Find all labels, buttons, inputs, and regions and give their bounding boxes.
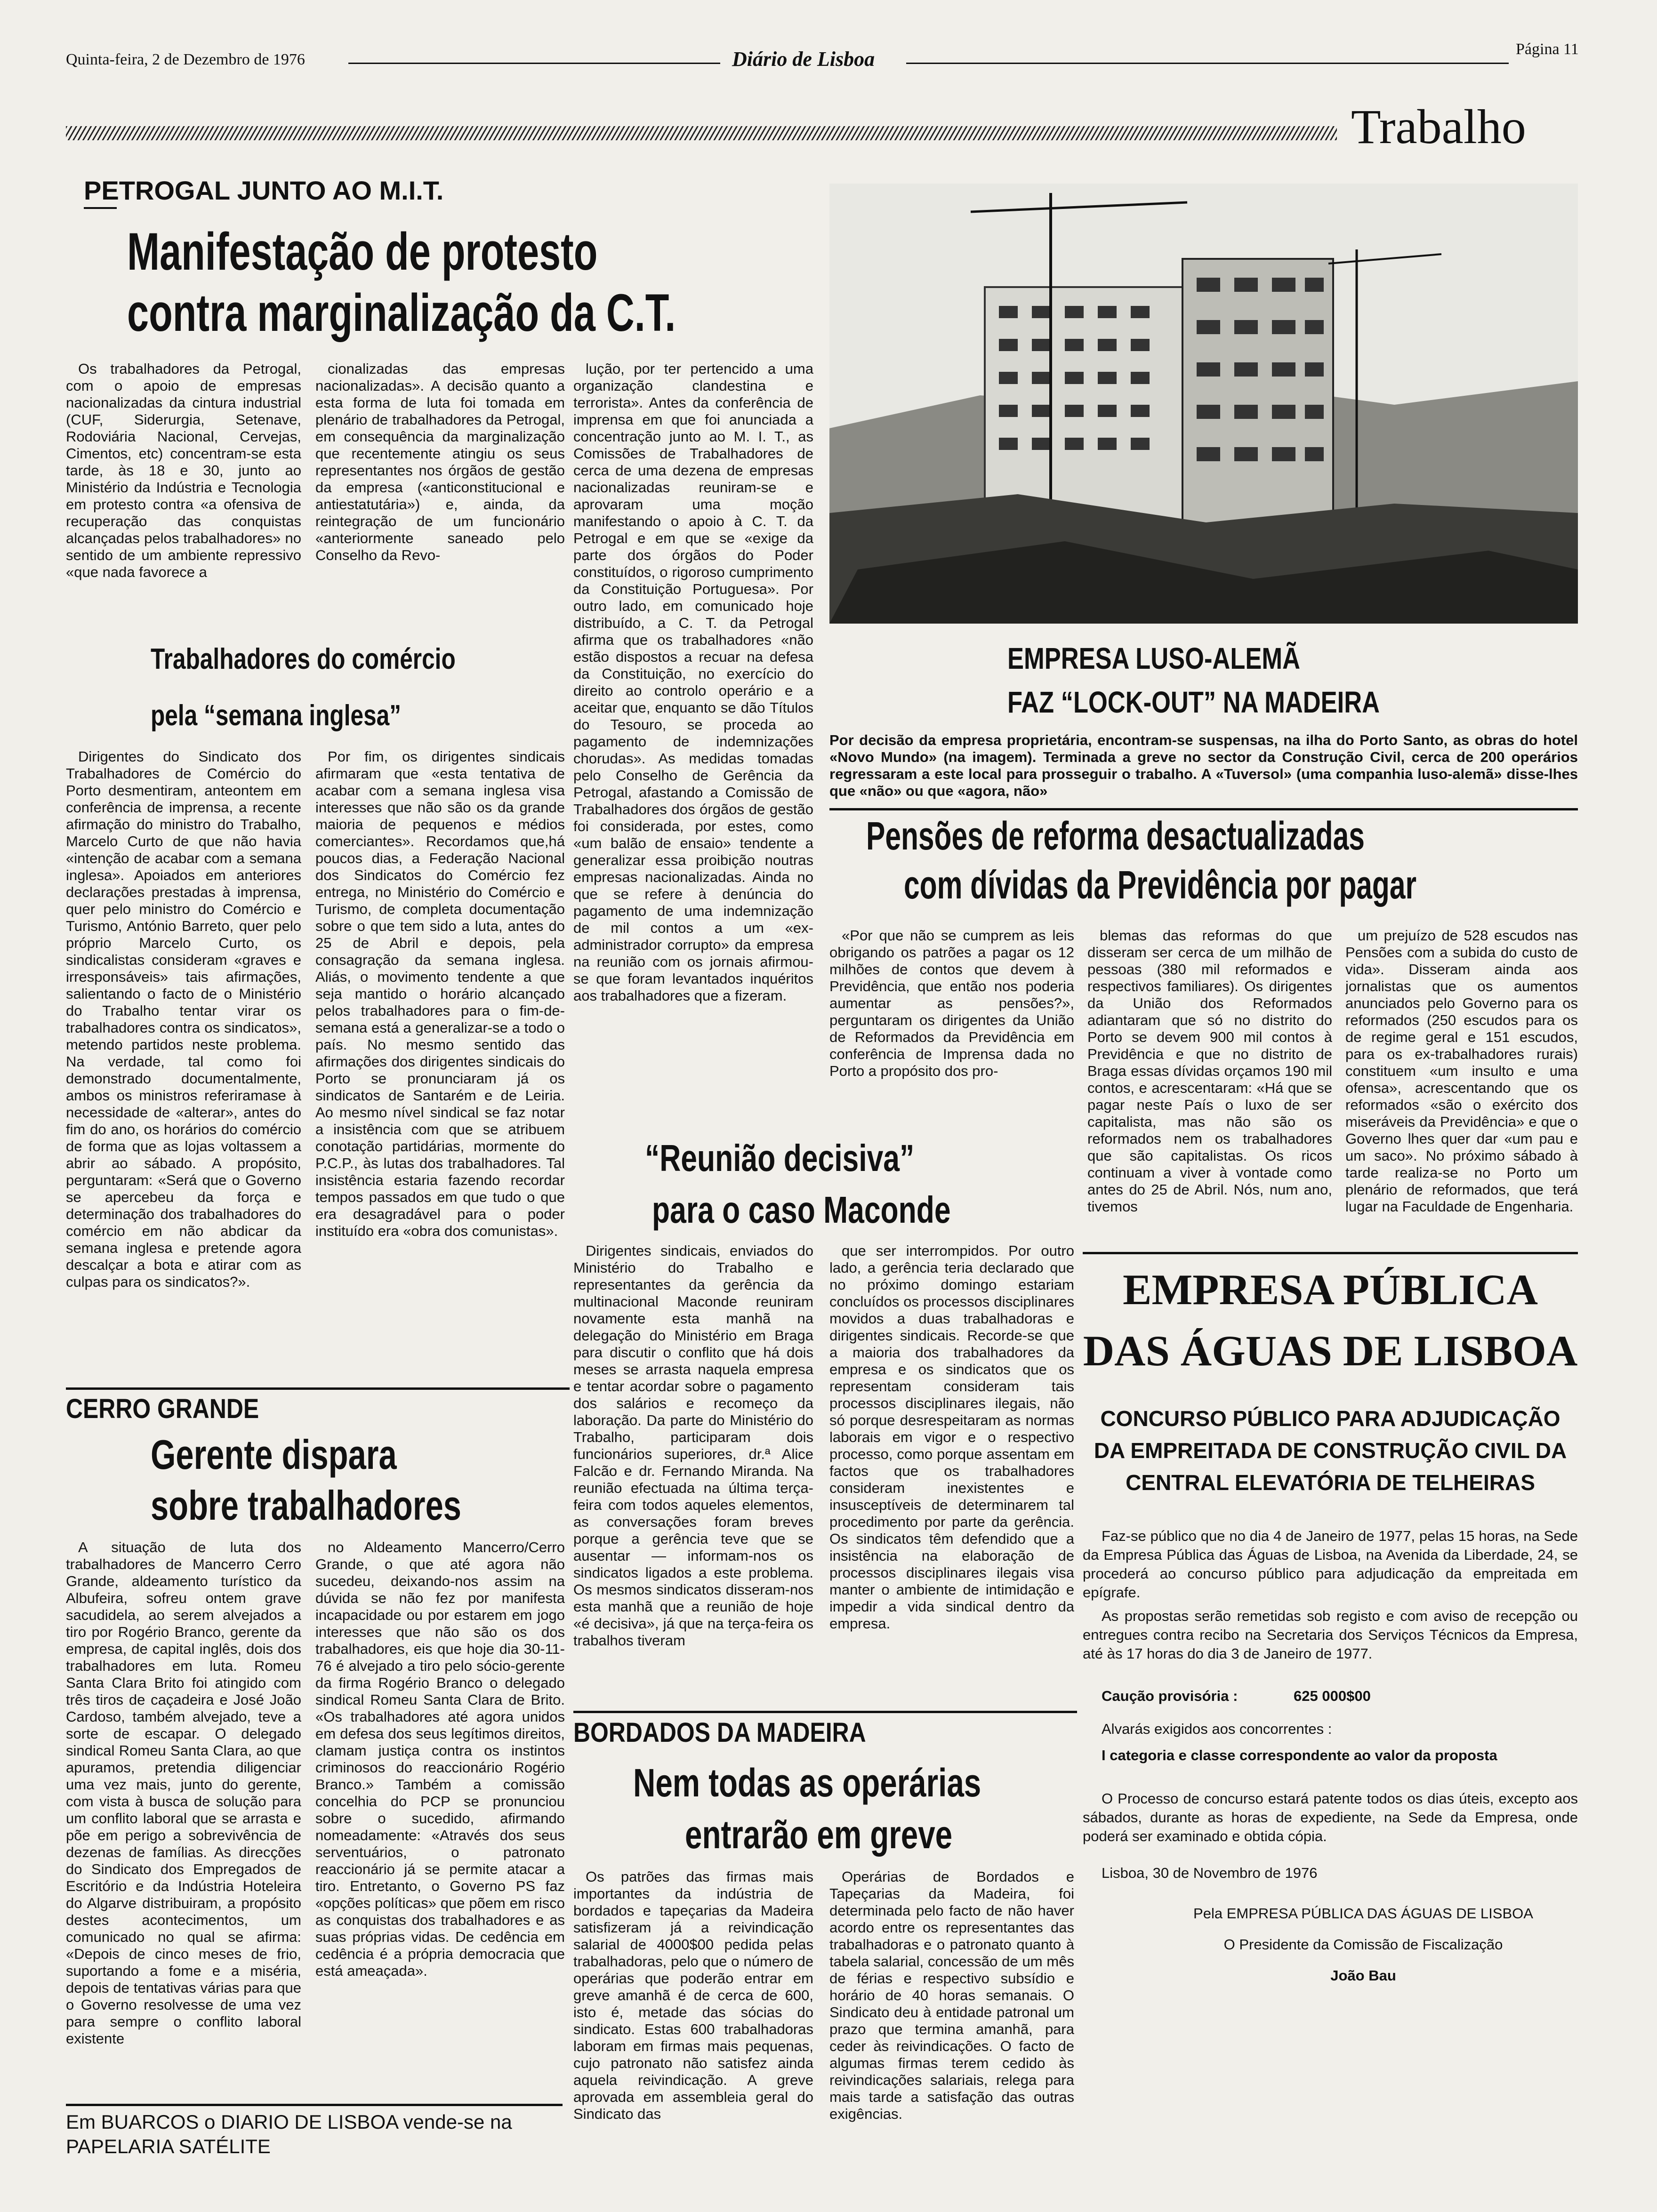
advert-title-2: DAS ÁGUAS DE LISBOA xyxy=(1083,1327,1578,1375)
advert-sign-name: João Bau xyxy=(1330,1967,1396,1984)
advert-paragraph-1: Faz-se público que no dia 4 de Janeiro de 1977, pelas 15 horas, na Sede da Empresa Pública das Águas de Lisboa, na Avenida da Liberdade, 24, se procederá ao concurso público para adjudicação da empreitada em epígrafe. xyxy=(1083,1528,1578,1601)
hotel-photo-drawing xyxy=(829,184,1578,624)
buarcos-notice xyxy=(66,2104,563,2158)
cerro-headline-1: Gerente dispara xyxy=(151,1431,397,1478)
masthead-rule-right xyxy=(906,63,1509,64)
advert-paragraph-3: O Processo de concurso estará patente todos os dias úteis, excepto aos sábados, durante as horas de expediente, na Sede da Empresa, onde poderá ser examinado e obtida cópia. xyxy=(1083,1790,1578,1844)
maconde-headline-2: para o caso Maconde xyxy=(652,1189,951,1231)
alvaras-label: Alvarás exigidos aos concorrentes : xyxy=(1102,1721,1332,1737)
pensoes-headline-1: Pensões de reforma desactualizadas xyxy=(866,814,1365,858)
petrogal-col-2: cionalizadas das empresas nacionalizadas». A decisão quanto a esta forma de luta foi tomada em plenário de trabalhadores da Petrogal, em consequência da marginalização que recentemente atingiu os seus representantes nos órgãos de gestão da empresa («anticonstitucional e antiestatutária») e, ainda, da reintegração de um funcionário «anteriormente saneado pelo Conselho da Revo- xyxy=(315,361,565,563)
bordados-top-rule xyxy=(573,1711,1077,1713)
cerro-col-1: A situação de luta dos trabalhadores de Mancerro Cerro Grande, aldeamento turístico da Albufeira, sofreu ontem grave sacudidela, ao serem alvejados a tiro por Rogério Branco, gerente da empresa, de capital inglês, dois dos trabalhadores em luta. Romeu Santa Clara Brito foi atingido com três tiros de caçadeira e José João Cardoso, também alvejado, teve a sorte de escapar. O delegado sindical Romeu Santa Clara, ao que apuramos, pretendia diligenciar uma vez mais, junto do gerente, com vista à busca de solução para um conflito laboral que se arrasta e põe em perigo a sobrevivência de dezenas de famílias. As direcções do Sindicato dos Empregados de Escritório e da Indústria Hoteleira do Algarve distribuiram, a propósito destes acontecimentos, um comunicado no qual se afirma: «Depois de cinco meses de frio, suportando a fome e a miséria, depois de tentativas várias para que o Governo resolvesse de uma vez para sempre o conflito laboral existente xyxy=(66,1539,301,2047)
maconde-col-1: Dirigentes sindicais, enviados do Ministério do Trabalho e representantes da gerência da multinacional Maconde reuniram novamente esta manhã na delegação do Ministério em Braga para discutir o conflito que há dois meses se arrasta naquela empresa e tentar acordar sobre o pagamento dos salários e recomeço da laboração. Da parte do Ministério do Trabalho, participaram dois funcionários superiores, dr.ª Alice Falcão e dr. Fernando Miranda. Na reunião efectuada na última terça-feira com todos aqueles elementos, as conversações foram breves porque a gerência teve que se ausentar — informam-nos os sindicatos ligados a este problema. Os mesmos sindicatos disseram-nos esta manhã que a reunião de hoje «é decisiva», já que na terça-feira os trabalhos tiveram xyxy=(573,1242,813,1649)
madeira-headline-1: EMPRESA LUSO-ALEMÃ xyxy=(1007,641,1300,675)
comercio-col-2: Por fim, os dirigentes sindicais afirmaram que «esta tentativa de acabar com a semana inglesa visa interesses que não são os da grande maioria de pequenos e médios comerciantes». Recordamos que,há poucos dias, a Federação Nacional dos Sindicatos do Comércio fez entrega, no Ministério do Comércio e Turismo, de completa documentação sobre o que tem sido a luta, antes do 25 de Abril e depois, pela consagração da semana inglesa. Aliás, o movimento tendente a que seja mantido o horário alcançado pelos trabalhadores para o fim-de-semana está a generalizar-se a todo o país. No mesmo sentido das afirmações dos dirigentes sindicais do Porto se pronunciaram já os sindicatos de Santarém e de Leiria. Ao mesmo nível sindical se faz notar a insistência com que se atribuem conotação partidárias, mormente do P.C.P., às lutas dos trabalhadores. Tal insistência estaria fazendo recordar tempos passados em que tudo o que era desagradável para o poder instituído era «obra dos comunistas». xyxy=(315,748,565,1239)
comercio-headline-1: Trabalhadores do comércio xyxy=(151,643,456,675)
alvaras-value: I categoria e classe correspondente ao valor da proposta xyxy=(1102,1747,1497,1763)
pensoes-bottom-rule xyxy=(1083,1252,1578,1254)
bordados-col-2: Operárias de Bordados e Tapeçarias da Madeira, foi determinada pelo facto de não haver acordo entre os representantes das trabalhadoras e o patronato quanto à tabela salarial, concessão de um mês de férias e respectivo subsídio e horário de 40 horas semanais. O Sindicato deu à entidade patronal um prazo que termina amanhã, para ceder às reivindicações. O facto de algumas firmas terem cedido às reivindicações salariais, relega para mais tarde a satisfação das outras exigências. xyxy=(829,1868,1074,2122)
petrogal-col-3: lução, por ter pertencido a uma organização clandestina e terrorista». Antes da conferência de imprensa em que foi anunciada a concentração junto ao M. I. T., as Comissões de Trabalhadores de cerca de uma dezena de empresas nacionalizadas reuniram-se e aprovaram uma moção manifestando o apoio à C. T. da Petrogal e em que se «exige da parte dos órgãos do Poder constituídos, o rigoroso cumprimento da Constituição Portuguesa». Por outro lado, em comunicado hoje distribuído, a C. T. da Petrogal afirma que os trabalhadores «não estão dispostos a recuar na defesa da Constituição, no exercício do direito ao controlo operário e a aceitar que, enquanto se dão Títulos do Tesouro, se proceda ao pagamento de indemnizações chorudas». As medidas tomadas pelo Conselho de Gerência da Petrogal, afastando a Comissão de Trabalhadores dos órgãos de gestão foi considerada, por estes, como «um balão de ensaio» tendente a generalizar essa proibição noutras empresas nacionalizadas. Ainda no que se refere à denúncia do pagamento de uma indemnização de mil contos a um «ex-administrador corrupto» da empresa na reunião com os jornais afirmou-se que foram levantados inquéritos aos trabalhadores que a fizeram. xyxy=(573,361,813,1004)
kicker-mark xyxy=(84,207,117,209)
pensoes-col-1: «Por que não se cumprem as leis obrigando os patrões a pagar os 12 milhões de contos que devem à Previdência, que então nos poderia aumentar as pensões?», perguntaram os dirigentes da União de Reformados da Previdência em conferência de Imprensa dada no Porto a propósito dos pro- xyxy=(829,927,1074,1079)
caucao-label: Caução provisória : xyxy=(1102,1688,1238,1704)
advert-caucao xyxy=(1102,1687,1578,1706)
advert-sign-1: Pela EMPRESA PÚBLICA DAS ÁGUAS DE LISBOA xyxy=(1193,1905,1533,1922)
madeira-caption: Por decisão da empresa proprietária, encontram-se suspensas, na ilha do Porto Santo, as obras do hotel «Novo Mundo» (na imagem). Terminada a greve no sector da Construção Civil, cerca de 200 operários regressaram a este local para prosseguir o trabalho. A «Tuversol» (uma companhia luso-alemã» disse-lhes que «não» ou que «agora, não» xyxy=(829,732,1578,799)
bordados-kicker: BORDADOS DA MADEIRA xyxy=(573,1717,866,1748)
buarcos-notice-text: Em BUARCOS o DIARIO DE LISBOA vende-se na PAPELARIA SATÉLITE xyxy=(66,2111,512,2157)
cerro-col-2: no Aldeamento Mancerro/Cerro Grande, o que até agora não sucedeu, deixando-nos assim na dúvida se não fez por manifesta incapacidade ou por estarem em jogo interesses que não são os dos trabalhadores, eis que hoje dia 30-11-76 é alvejado a tiro pelo sócio-gerente da firma Rogério Branco o delegado sindical Romeu Santa Clara de Brito. «Os trabalhadores até agora unidos em defesa dos seus legítimos direitos, clamam justiça contra os instintos criminosos do reaccionário Rogério Branco.» Também a comissão concelhia do PCP se pronunciou sobre o sucedido, afirmando nomeadamente: «Através dos seus serventuários, o patronato reaccionário já se permite atacar a tiro. Entretanto, o Governo PS faz «opções políticas» que põem em risco as conquistas dos trabalhadores e as suas próprias vidas. De cedência em cedência é a própria democracia que está ameaçada». xyxy=(315,1539,565,1979)
petrogal-kicker: PETROGAL JUNTO AO M.I.T. xyxy=(84,176,444,205)
madeira-headline-2: FAZ “LOCK-OUT” NA MADEIRA xyxy=(1007,685,1380,719)
maconde-col-2: que ser interrompidos. Por outro lado, a gerência teria declarado que no próximo domingo estariam concluídos os processos disciplinares movidos a duas trabalhadoras e dirigentes sindicais. Recorde-se que a maioria dos trabalhadores da empresa e os sindicatos que os representam consideram tais processos disciplinares ilegais, não só porque desrespeitaram as normas laborais em vigor e o respectivo processo, como porque assentam em factos que os trabalhadores consideram inexistentes e insusceptíveis de determinarem tal procedimento por parte da gerência. Os sindicatos têm defendido que a insistência na elaboração de processos disciplinares ilegais visa manter o ambiente de intimidação e impedir a vida sindical dentro da empresa. xyxy=(829,1242,1074,1632)
cerro-headline-2: sobre trabalhadores xyxy=(151,1482,461,1529)
bordados-col-1: Os patrões das firmas mais importantes da indústria de bordados e tapeçarias da Madeira satisfizeram já a reivindicação salarial de 4000$00 pedida pelas trabalhadoras, pelo que o número de operárias que poderão entrar em greve amanhã é de cerca de 600, isto é, metade das sócias do sindicato. Estas 600 trabalhadoras laboram em firmas mais pequenas, cujo patronato não satisfez ainda aquela reivindicação. A greve aprovada em assembleia geral do Sindicato das xyxy=(573,1868,813,2122)
pensoes-headline-2: com dívidas da Previdência por pagar xyxy=(904,863,1417,907)
masthead-date: Quinta-feira, 2 de Dezembro de 1976 xyxy=(66,51,305,68)
petrogal-headline-1: Manifestação de protesto xyxy=(127,222,598,281)
advert-paragraph-2: As propostas serão remetidas sob registo e com aviso de recepção ou entregues contra recibo na Secretaria dos Serviços Técnicos da Empresa, até às 17 horas do dia 3 de Janeiro de 1977. xyxy=(1083,1608,1578,1662)
advert-sign-2: O Presidente da Comissão de Fiscalização xyxy=(1223,1936,1503,1953)
madeira-bottom-rule xyxy=(829,808,1578,810)
pensoes-col-2: blemas das reformas do que disseram ser cerca de um milhão de pessoas (380 mil reformados e respectivos familiares). Os dirigentes da União dos Reformados adiantaram que só no distrito do Porto se devem 900 mil contos à Previdência e que no distrito de Braga essas dívidas orçamos 190 mil contos, e acrescentaram: «Há que se pagar neste País o luxo de ser capitalista, mas não são os reformados nem os trabalhadores que são capitalistas. Os ricos continuam a viver à vontade como antes do 25 de Abril. Nós, num ano, tivemos xyxy=(1087,927,1332,1215)
petrogal-headline-2: contra marginalização da C.T. xyxy=(127,283,676,342)
page-number: Página 11 xyxy=(1516,40,1579,58)
comercio-col-1: Dirigentes do Sindicato dos Trabalhadores de Comércio do Porto desmentiram, anteontem em conferência de imprensa, a recente afirmação do ministro do Trabalho, Marcelo Curto de que não havia «intenção de acabar com a semana inglesa». Apoiados em anteriores declarações prestadas à imprensa, quer pelo ministro do Comércio e Turismo, António Barreto, quer pelo próprio Marcelo Curto, os sindicalistas consideram «graves e irresponsáveis» tais afirmações, salientando o facto de o Ministério do Trabalho tentar virar os trabalhadores contra os sindicatos», metendo partidos neste problema. Na verdade, tal como foi demonstrado documentalmente, ambos os ministros referiramase à necessidade de «alterar», antes do fim do ano, os horários do comércio de forma que as lojas voltassem a abrir ao sábado. A propósito, perguntaram: «Será que o Governo se apercebeu da força e determinação dos trabalhadores do comércio em não abdicar da semana inglesa e pretende agora descalçar a bota e atirar com as culpas para os sindicatos?». xyxy=(66,748,301,1290)
hotel-construction-photo xyxy=(829,184,1578,624)
maconde-headline-1: “Reunião decisiva” xyxy=(645,1137,915,1179)
masthead-rule-left xyxy=(348,63,720,64)
section-hatch-bar xyxy=(66,126,1337,140)
advert-title-1: EMPRESA PÚBLICA xyxy=(1123,1266,1538,1314)
section-title: Trabalho xyxy=(1351,100,1526,154)
bordados-headline-2: entrarão em greve xyxy=(685,1812,953,1857)
advert-subtitle: CONCURSO PÚBLICO PARA ADJUDICAÇÃO DA EMPREITADA DE CONSTRUÇÃO CIVIL DA CENTRAL ELEVATÓRIA DE TELHEIRAS xyxy=(1094,1406,1567,1495)
cerro-kicker: CERRO GRANDE xyxy=(66,1394,259,1424)
caucao-value: 625 000$00 xyxy=(1294,1688,1371,1704)
pensoes-col-3: um prejuízo de 528 escudos nas Pensões com a subida do custo de vida». Disseram ainda aos jornalistas que os aumentos anunciados pelo Governo para os reformados (250 escudos para os de regime geral e 151 escudos, para os ex-trabalhadores rurais) constituem «um insulto e uma ofensa», acrescentando que os reformados «são o exército dos miseráveis da Previdência» e que o Governo lhes quer dar «um pau e um saco». No próximo sábado à tarde realiza-se no Porto um plenário de reformados, que terá lugar na Faculdade de Engenharia. xyxy=(1345,927,1578,1215)
bordados-headline-1: Nem todas as operárias xyxy=(633,1761,981,1805)
petrogal-col-1: Os trabalhadores da Petrogal, com o apoio de empresas nacionalizadas da cintura industrial (CUF, Siderurgia, Setenave, Rodoviária Nacional, Cervejas, Cimentos, etc) concentram-se esta tarde, às 18 e 30, junto ao Ministério da Indústria e Tecnologia em protesto contra «a ofensiva de recuperação das conquistas alcançadas pelos trabalhadores» no sentido de um ambiente repressivo «que nada favorece a xyxy=(66,361,301,580)
advert-date: Lisboa, 30 de Novembro de 1976 xyxy=(1102,1865,1318,1881)
aguas-advert xyxy=(1083,1261,1578,2151)
paper-name: Diário de Lisboa xyxy=(732,48,875,71)
cerro-top-rule xyxy=(66,1387,570,1390)
comercio-headline-2: pela “semana inglesa” xyxy=(151,699,402,732)
